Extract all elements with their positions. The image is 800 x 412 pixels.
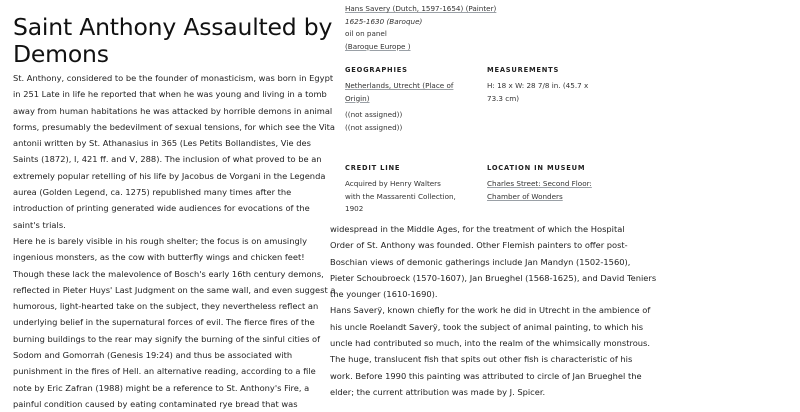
artwork-meta [345,3,545,53]
location-heading: LOCATION IN MUSEUM [487,164,586,172]
description-left-text [13,70,336,412]
geographies-heading: GEOGRAPHIES [345,66,408,74]
credit-line: Acquired by Henry Walters [345,179,441,188]
description-line: aurea (Golden Legend, ca. 1275) republished many times after the [13,187,292,198]
description-line: extremely popular retelling of his life by Jacobus de Vorgani in the Legenda [13,170,326,181]
location-line: Charles Street: Second Floor: [487,179,592,188]
description-line: note by Eric Zafran (1988) might be a reference to St. Anthony's Fire, a [13,382,310,393]
credit-line: with the Massarenti Collection, [345,191,456,201]
page-title: Saint Anthony Assaulted by Demons [13,13,333,68]
artwork-date: 1625-1630 (Baroque) [345,16,423,26]
description-line: The huge, translucent fish that spits out other fish is characteristic of his [330,354,633,365]
description-line: saint's trials. [13,219,66,230]
measurements-section [487,66,617,105]
credit-section [345,164,475,216]
geographies-unassigned: ((not assigned)) [345,110,403,119]
description-line: punishment in the fires of Hell. an alternative reading, according to a file [13,366,316,377]
credit-heading: CREDIT LINE [345,164,401,172]
description-line: elder; the current attribution was made by J. Spicer. [330,386,546,397]
description-line: uncle had contributed so much, into the realm of the whimsically monstrous. [330,338,650,349]
description-right-text [330,221,657,400]
description-line: his uncle Roelandt Saverÿ, took the subject of animal painting, to which his [330,321,644,332]
measurements-line: 73.3 cm) [487,93,520,103]
geographies-place-line: Netherlands, Utrecht (Place of [345,81,454,90]
description-line: humorous, light-hearted take on the subject, they nevertheless reflect an [13,301,319,312]
location-line: Chamber of Wonders [487,191,563,201]
description-line: work. Before 1990 this painting was attributed to circle of Jan Brueghel the [330,370,642,381]
description-line: Hans Saverÿ, known chiefly for the work he did in Utrecht in the ambience of [330,305,651,316]
artwork-style-link[interactable]: (Baroque Europe ) [345,41,411,51]
description-line: ingenious monsters, as the cow with butterfly wings and chicken feet! [13,252,305,263]
description-line: Though these lack the malevolence of Bosch's early 16th century demons, [13,268,324,279]
description-line: reflected in Pieter Huys' Last Judgment on the same wall, and even suggest a [13,284,336,295]
description-line: Pieter Schoubroeck (1570-1607), Jan Brueghel (1568-1625), and David Teniers [330,272,657,283]
location-section [487,164,617,203]
description-line: Here he is barely visible in his rough shelter; the focus is on amusingly [13,235,307,246]
artwork-medium: oil on panel [345,29,387,38]
artist-link[interactable]: Hans Savery (Dutch, 1597-1654) (Painter) [345,4,497,13]
description-line: underlying belief in the supernatural forces of evil. The fierce fires of the [13,317,315,328]
description-line: widespread in the Middle Ages, for the treatment of which the Hospital [330,224,625,234]
geographies-place-line: Origin) [345,93,370,103]
geographies-place-link[interactable] [345,80,475,105]
description-right [330,221,657,400]
description-line: Boschian views of demonic gatherings include Jan Mandyn (1502-1560), [330,256,631,267]
description-line: introduction of printing generated wide audiences for evocations of the [13,203,310,214]
measurements-heading: MEASUREMENTS [487,66,560,74]
description-line: Sodom and Gomorrah (Genesis 19:24) and thus be associated with [13,350,293,361]
description-line: the younger (1610-1690). [330,289,438,300]
description-line: St. Anthony, considered to be the founder of monasticism, was born in Egypt [13,73,334,83]
location-link[interactable] [487,178,617,203]
description-line: forms, presumably the bedevilment of sexual tensions, for which see the Vita [13,121,335,132]
geographies-section [345,66,475,134]
description-line: painful condition caused by eating contaminated rye bread that was [13,398,298,409]
description-left [13,70,336,412]
description-line: antonii written by St. Athanasius in 365 (Les Petits Bollandistes, Vie des [13,138,311,149]
description-line: Saints (1872), I, 421 ff. and V, 288). The inclusion of what proved to be an [13,154,322,165]
geographies-unassigned: ((not assigned)) [345,122,403,132]
description-line: Order of St. Anthony was founded. Other Flemish painters to offer post- [330,240,628,251]
description-line: away from human habitations he was attacked by horrible demons in animal [13,105,333,116]
credit-line: 1902 [345,204,364,213]
description-line: in 251 Late in life he reported that when he was young and living in a tomb [13,89,327,100]
measurements-line: H: 18 x W: 28 7/8 in. (45.7 x [487,81,589,90]
description-line: burning buildings to the rear may signify the burning of the sinful cities of [13,333,321,344]
